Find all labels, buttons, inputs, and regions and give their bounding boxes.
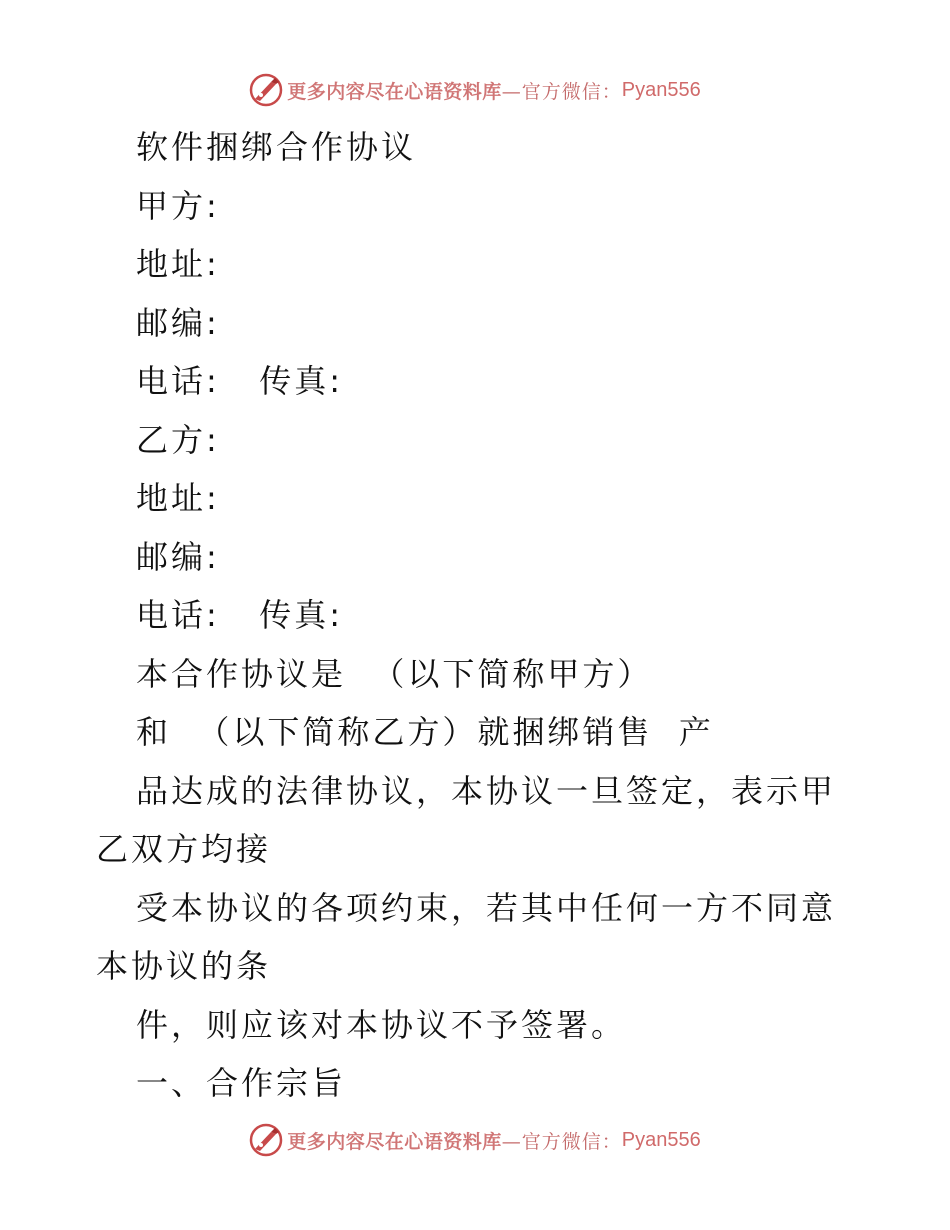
- intro-paragraph-line: 受本协议的各项约束，若其中任何一方不同意本协议的条: [96, 888, 837, 985]
- intro-paragraph-line: 件，则应该对本协议不予签署。: [136, 1005, 627, 1044]
- party-a-phone-fax: 电话: 传真:: [136, 362, 344, 400]
- intro-paragraph-line: 品达成的法律协议，本协议一旦签定，表示甲乙双方均接: [96, 771, 837, 868]
- document-body: [96, 118, 860, 1113]
- party-a-address: 地址:: [136, 245, 220, 283]
- pen-logo-icon: [249, 73, 283, 107]
- party-b-label: 乙方:: [136, 420, 220, 459]
- intro-paragraph-line: 和 （以下简称乙方）就捆绑销售 产: [136, 713, 714, 751]
- watermark-wechat-id: Pyan556: [621, 78, 701, 101]
- watermark-wechat-id: Pyan556: [621, 1128, 701, 1151]
- document-title: 软件捆绑合作协议: [136, 128, 417, 166]
- header-watermark: [0, 70, 950, 110]
- party-b-postcode: 邮编:: [136, 537, 220, 576]
- pen-logo-icon: [249, 1123, 283, 1157]
- footer-watermark: [0, 1120, 950, 1160]
- party-b-phone-fax: 电话: 传真:: [136, 596, 344, 634]
- watermark-text: 更多内容尽在心语资料库: [287, 80, 502, 103]
- party-a-postcode: 邮编:: [136, 303, 220, 342]
- intro-paragraph-line: 本合作协议是 （以下简称甲方）: [136, 654, 653, 693]
- watermark-text: 更多内容尽在心语资料库: [287, 1130, 502, 1153]
- party-b-address: 地址:: [136, 479, 220, 517]
- party-a-label: 甲方:: [136, 186, 220, 225]
- watermark-separator: —官方微信：: [501, 80, 622, 103]
- watermark-separator: —官方微信：: [501, 1130, 622, 1153]
- section-heading: 一、合作宗旨: [136, 1064, 347, 1102]
